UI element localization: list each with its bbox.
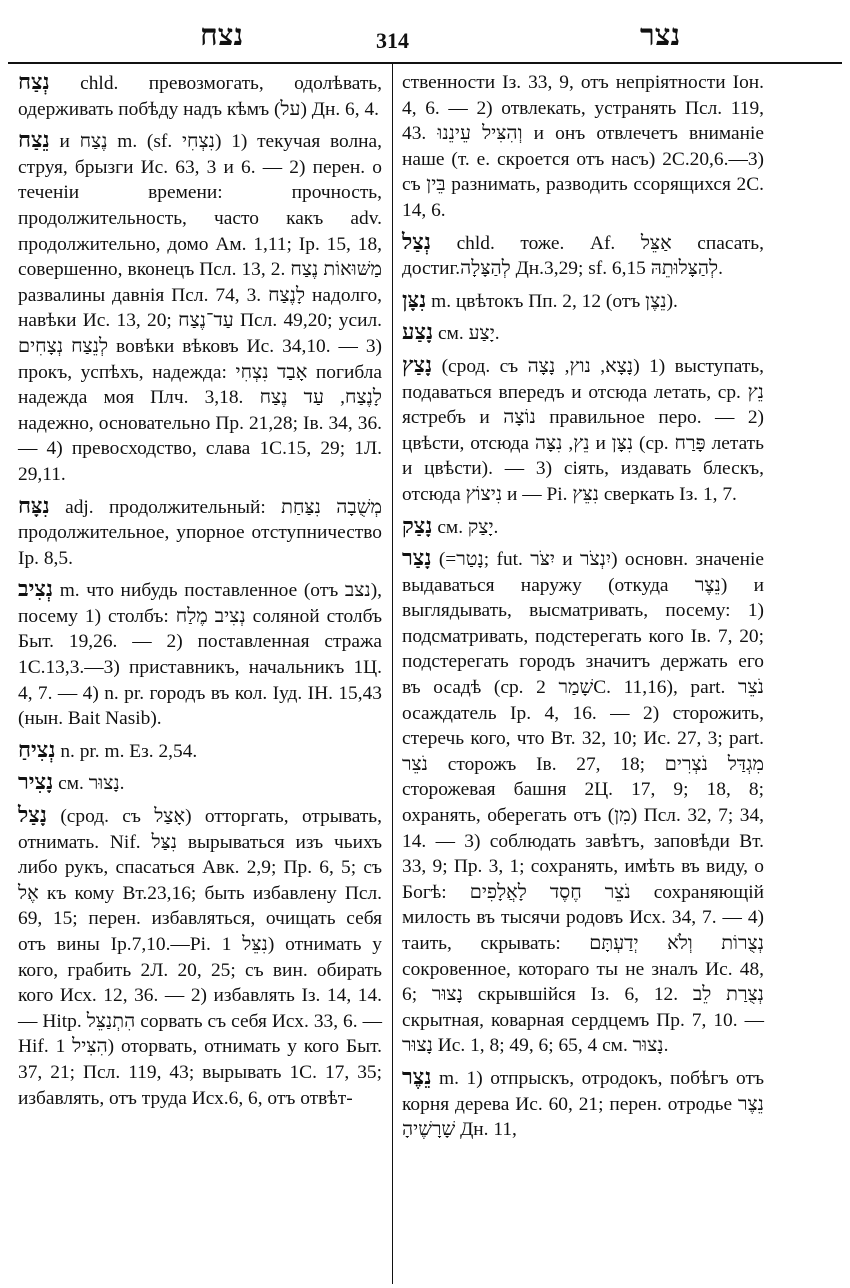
- entry-text: m. 1) отпрыскъ, отродокъ, побѣгъ отъ корня дерева Ис. 60, 21; перен. отродье נֵצֶר שָׁרָשֶׁיהָ Дн. 11,: [402, 1067, 764, 1141]
- entry-text: chld. тоже. Af. אַצֵּל спасать, достиг.לְהַצָּלָה Дн.3,29; sf. לְהַצָּלוּתֵהּ 6,15.: [402, 232, 764, 280]
- entry-headword: נָצַר: [402, 545, 432, 572]
- entry-headword: נָצַל: [18, 802, 47, 829]
- page-header: [0, 10, 850, 60]
- entry-headword: נָצִיר: [18, 769, 54, 796]
- entry-text: (=נָטַר; fut. יִצֹּר и יִנְצֹר) основн. значеніе выдаваться наружу (откуда נֵצֶר) и выглядывать, высматривать, посему: 1) подсматривать, подстерегать кого Ів. 7, 20; подстерегать городъ значитъ держать его въ осадѣ (ср. שָׁמַר 2С. 11,16), part. נֹצֵר осаждатель Ір. 4, 16. — 2) сторожить, стеречь кого, что Вт. 32, 10; Ис. 27, 3; part. נֹצֵר сторожъ Ів. 27, 18; מִגְדַּל נֹצְרִים сторожевая башня 2Ц. 17, 9; 18, 8; охранять, оберегать отъ (מִן) Псл. 32, 7; 34, 14. — 3) соблюдать завѣтъ, заповѣди Вт. 33, 9; Пр. 3, 1; сохранять, имѣть въ виду, о Богѣ: נֹצֵר חֶסֶד לָאֲלָפִים сохраняющій милость въ тысячи родовъ Исх. 34, 7. — 4) таить, скрывать: נְצֻרוֹת וְלֹא יְדַעְתָּם сокровенное, котораго ты не зналъ Ис. 48, 6; נָצוּר скрывшійся Із. 6, 12. נְצֻרַת לֵב скрытная, коварная сердцемъ Пр. 7, 10. — נָצוּר Ис. 1, 8; 49, 6; 65, 4 см. נָצוּר.: [402, 549, 765, 1057]
- entry-headword: נְצִיב: [18, 576, 54, 603]
- entry-headword: נֵצַח: [18, 127, 50, 154]
- entry-headword: נָצַק: [402, 512, 433, 539]
- header-rule: [8, 62, 842, 64]
- entry-headword: נְצִיחַ: [18, 736, 56, 763]
- dictionary-entry: [18, 803, 382, 1111]
- running-head-left: נצח: [200, 18, 244, 53]
- dictionary-entry: [402, 353, 764, 508]
- entry-text: n. pr. m. Ез. 2,54.: [60, 740, 198, 762]
- entry-text: m. цвѣтокъ Пп. 2, 12 (отъ נֵצֶן).: [431, 290, 678, 312]
- column-divider: [392, 64, 393, 1284]
- running-head-right: נצר: [640, 18, 681, 53]
- entry-text: см. נָצוּר.: [58, 773, 125, 795]
- entry-headword: נְצַח: [18, 69, 50, 95]
- entry-headword: נֵצֶר: [402, 1063, 432, 1090]
- dictionary-entry: [18, 770, 382, 797]
- dictionary-entry: [402, 514, 764, 541]
- dictionary-entry: [18, 577, 382, 732]
- dictionary-entry: [18, 494, 382, 572]
- dictionary-entry: [18, 128, 382, 487]
- entry-text: см. יָצַק.: [437, 516, 499, 538]
- dictionary-entry: [18, 738, 382, 765]
- entry-headword: נָצַץ: [402, 351, 433, 378]
- dictionary-entry: [402, 288, 764, 315]
- entry-headword: נִצָּח: [18, 492, 50, 519]
- entry-text: chld. превозмогать, одолѣвать, одерживать побѣду надъ кѣмъ (על) Дн. 6, 4.: [18, 73, 382, 120]
- entry-text: m. что нибудь поставленное (отъ נצב), посему 1) столбъ: נְצִיב מֶלַח соляной столбъ Быт. 19,26. — 2) поставленная стража 1С.13,3.—3) приставникъ, начальникъ 1Ц. 4, 7. — 4) n. pr. городъ въ кол. Іуд. ІН. 15,43 (нын. Bait Nasib).: [18, 580, 382, 730]
- dictionary-entry: [402, 546, 764, 1059]
- entry-headword: נָצַע: [402, 319, 434, 346]
- dictionary-entry: [402, 1065, 764, 1143]
- right-column: [402, 70, 764, 1149]
- left-column: [18, 70, 382, 1117]
- entry-text: (срод. съ אָצַל) отторгать, отрывать, отнимать. Nif. נִצַּל вырываться изъ чьихъ либо рукъ, спасаться Авк. 2,9; Пр. 6, 5; съ אֶל къ кому Вт.23,16; быть избавлену Псл. 69, 15; перен. избавляться, очищать себя отъ вины Ір.7,10.—Pi. נִצֵּל 1) отнимать у кого, грабить 2Л. 20, 25; съ вин. обирать кого Исх. 12, 36. — 2) избавлять Із. 14, 14. — Hitp. הִתְנַצֵּל сорвать съ себя Исх. 33, 6. — Hif. הִצִּיל 1) оторвать, отнимать у кого Быт. 37, 21; Псл. 119, 43; вырывать 1С. 17, 35; избавлять, отъ труда Исх.6, 6, отъ отвѣт-: [18, 806, 382, 1109]
- entry-text: ственности Із. 33, 9, отъ непріятности Іон. 4, 6. — 2) отвлекать, устранять Псл. 119, 43. וְהִצִּיל עֵינֵנוּ и онъ отвлечетъ вниманіе наше (т. е. скроется отъ насъ) 2С.20,6.—3) съ בֵּין разнимать, разводить ссорящихся 2С. 14, 6.: [402, 72, 764, 221]
- dictionary-entry-continuation: [402, 70, 764, 224]
- dictionary-entry: [18, 70, 382, 122]
- dictionary-entry: [402, 320, 764, 347]
- entry-text: adj. продолжительный: מְשֻׁבָה נִצַּחַת продолжительное, упорное отступничество Ір. 8,5.: [18, 496, 382, 569]
- page-number: 314: [376, 28, 409, 53]
- dictionary-entry: [402, 230, 764, 282]
- entry-headword: נְצַל: [402, 228, 431, 255]
- entry-text: (срод. съ נָצָא, נוץ, נָצָה) 1) выступать, подаваться впередъ и отсюда летать, ср. נֵץ ястребъ и נוֹצָה правильное перо. — 2) цвѣсти, отсюда נֵץ, נִצָּה и נִצָּן (ср. פָּרַח летать и цвѣсти). — 3) сіять, издавать блескъ, отсюда נִיצוֹץ и — Pi. נִצֵּץ сверкать Із. 1, 7.: [402, 355, 765, 505]
- entry-headword: נִצָּן: [402, 286, 427, 313]
- entry-text: см. יָצַע.: [438, 323, 500, 345]
- entry-text: и נֶצַח m. (sf. נִצְחִי) 1) текучая волна, струя, брызги Ис. 63, 3 и 6. — 2) перен. о теченіи времени: прочность, продолжительность, часто какъ adv. продолжительно, домо Ам. 1,11; Ір. 15, 18, совершенно, вконецъ Псл. 13, 2. מַשּׁוּאוֹת נֶצַח развалины давнія Псл. 74, 3. לָנֶצַח надолго, навѣки Ис. 13, 20; עַד־נֶצַח Псл. 49,20; усил. לְנֵצַח נְצָחִים вовѣки вѣковъ Ис. 34,10. — 3) прокъ, успѣхъ, надежда: אָבַד נִצְחִי погибла надежда моя Плч. 3,18. לָנֶצַח, עַד נֶצַח надежно, основательно Пр. 21,28; Ів. 34, 36. — 4) превосходство, слава 1С.15, 29; 1Л. 29,11.: [18, 131, 383, 485]
